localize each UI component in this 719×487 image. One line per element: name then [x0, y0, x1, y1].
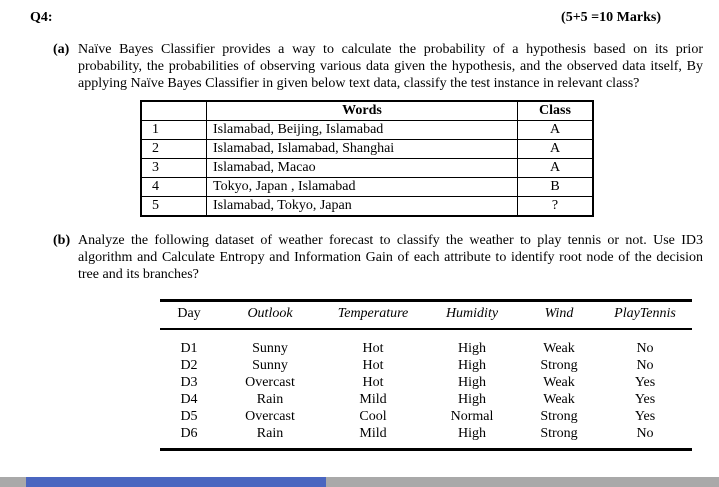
weather-dataset-table	[160, 299, 692, 451]
table-row	[141, 159, 593, 178]
naive-bayes-table	[140, 100, 594, 217]
playtennis-cell: No	[636, 358, 654, 373]
outlook-cell: Sunny	[252, 358, 288, 373]
row-number-cell: 4	[141, 178, 207, 197]
part-a-paragraph	[53, 41, 703, 92]
question-header	[0, 0, 719, 26]
temperature-cell: Mild	[359, 426, 387, 441]
humidity-cell: Normal	[450, 409, 494, 424]
playtennis-cell: Yes	[634, 409, 656, 424]
day-cell: D4	[180, 392, 198, 407]
row-number-cell: 1	[141, 121, 207, 140]
header-cell-words: Words	[207, 101, 518, 121]
words-cell: Islamabad, Islamabad, Shanghai	[207, 140, 518, 159]
playtennis-cell: Yes	[634, 392, 656, 407]
scrollbar-thumb[interactable]	[26, 477, 326, 487]
part-a-label: (a)	[53, 42, 70, 57]
part-a-text: Naïve Bayes Classifier provides a way to calculate the probability of a hypothesis based on its prior probability, the probabilities of observing various data given the hypothesis, and the observed data itself, By applying Naïve Bayes Classifier in given below text data, classify the test instance in relevant class?	[78, 42, 703, 91]
table-row	[160, 391, 692, 408]
outlook-cell: Rain	[256, 426, 284, 441]
day-cell: D5	[180, 409, 198, 424]
temperature-cell: Mild	[359, 392, 387, 407]
class-cell: A	[518, 121, 594, 140]
header-cell-wind: Wind	[520, 301, 598, 330]
row-number-cell: 2	[141, 140, 207, 159]
table-row	[141, 197, 593, 217]
table-row	[141, 121, 593, 140]
day-cell: D6	[180, 426, 198, 441]
table-row	[160, 374, 692, 391]
outlook-cell: Sunny	[252, 341, 288, 356]
wind-cell: Weak	[543, 392, 575, 407]
table-header-row	[141, 101, 593, 121]
words-cell: Islamabad, Macao	[207, 159, 518, 178]
temperature-cell: Cool	[359, 409, 387, 424]
day-cell: D3	[180, 375, 198, 390]
header-cell-humidity: Humidity	[424, 301, 520, 330]
header-cell-outlook: Outlook	[218, 301, 322, 330]
outlook-cell: Rain	[256, 392, 284, 407]
temperature-cell: Hot	[362, 375, 384, 390]
table-row	[160, 357, 692, 374]
words-cell: Islamabad, Tokyo, Japan	[207, 197, 518, 217]
header-cell-blank	[141, 101, 207, 121]
question-number: Q4:	[30, 10, 53, 25]
table-row	[141, 178, 593, 197]
wind-cell: Strong	[540, 358, 578, 373]
wind-cell: Strong	[540, 409, 578, 424]
day-cell: D1	[180, 341, 198, 356]
class-cell: B	[518, 178, 594, 197]
humidity-cell: High	[458, 392, 486, 407]
class-cell: A	[518, 159, 594, 178]
row-number-cell: 3	[141, 159, 207, 178]
header-cell-playtennis: PlayTennis	[598, 301, 692, 330]
table-row	[141, 140, 593, 159]
table-row	[160, 425, 692, 450]
horizontal-scrollbar[interactable]	[0, 477, 719, 487]
wind-cell: Weak	[543, 375, 575, 390]
humidity-cell: High	[458, 375, 486, 390]
temperature-cell: Hot	[362, 358, 384, 373]
humidity-cell: High	[458, 358, 486, 373]
part-b-text: Analyze the following dataset of weather forecast to classify the weather to play tennis or not. Use ID3 algorithm and Calculate Entropy and Information Gain of each attribute to identify root node of the decision tree and its branches?	[78, 233, 703, 282]
humidity-cell: High	[458, 426, 486, 441]
row-number-cell: 5	[141, 197, 207, 217]
marks-label: (5+5 =10 Marks)	[561, 10, 661, 25]
playtennis-cell: Yes	[634, 375, 656, 390]
wind-cell: Strong	[540, 426, 578, 441]
temperature-cell: Hot	[362, 341, 384, 356]
outlook-cell: Overcast	[245, 375, 295, 390]
playtennis-cell: No	[636, 426, 654, 441]
header-cell-class: Class	[518, 101, 594, 121]
wind-cell: Weak	[543, 341, 575, 356]
table-row	[160, 408, 692, 425]
outlook-cell: Overcast	[245, 409, 295, 424]
part-b-paragraph	[53, 232, 703, 283]
class-cell: A	[518, 140, 594, 159]
part-b-label: (b)	[53, 233, 71, 248]
day-cell: D2	[180, 358, 198, 373]
header-cell-day: Day	[160, 301, 218, 330]
class-cell: ?	[518, 197, 594, 217]
table-row	[160, 329, 692, 357]
playtennis-cell: No	[636, 341, 654, 356]
humidity-cell: High	[458, 341, 486, 356]
words-cell: Tokyo, Japan , Islamabad	[207, 178, 518, 197]
table-header-row	[160, 301, 692, 330]
header-cell-temperature: Temperature	[322, 301, 424, 330]
words-cell: Islamabad, Beijing, Islamabad	[207, 121, 518, 140]
